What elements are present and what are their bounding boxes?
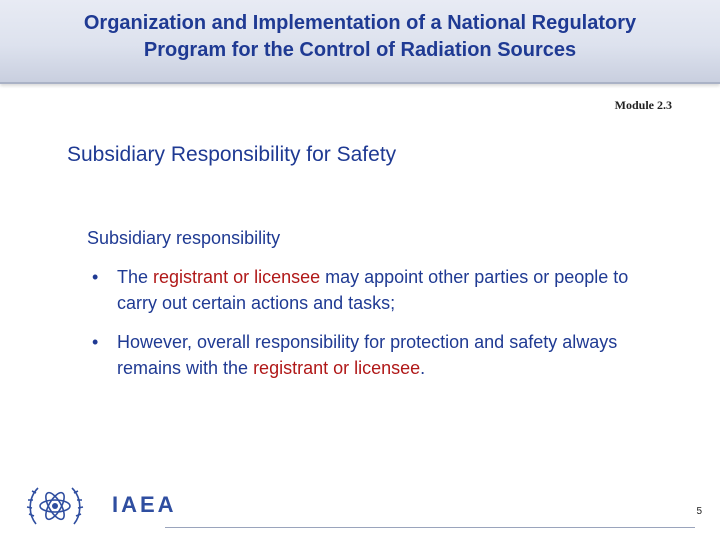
bullet-text-after: may appoint other parties or people to carry out certain actions and tasks; <box>117 267 629 313</box>
logo-text: IAEA <box>112 492 177 517</box>
footer-divider <box>165 527 695 528</box>
bullet-text-before: The <box>117 267 154 287</box>
module-label: Module 2.3 <box>614 98 672 112</box>
slide-content <box>87 226 667 394</box>
page-number: 5 <box>696 506 702 517</box>
bullet-mark: • <box>92 267 99 287</box>
header-band <box>0 0 720 84</box>
bullet-text-before: However, overall responsibility for protection and safety always remains with the <box>117 332 618 378</box>
bullet-mark: • <box>92 332 99 352</box>
bullet-item <box>87 264 667 316</box>
bullet-highlight: registrant or licensee <box>153 267 321 287</box>
bullet-text-after: . <box>420 358 426 378</box>
bullet-text <box>117 267 628 313</box>
slide-title: Subsidiary Responsibility for Safety <box>67 143 397 166</box>
bullet-highlight: registrant or licensee <box>253 358 421 378</box>
deck-title: Organization and Implementation of a National Regulatory Program for the Control of Radiation Sources <box>83 12 637 61</box>
bullet-text <box>117 332 617 378</box>
subheading: Subsidiary responsibility <box>87 228 281 248</box>
bullet-list <box>87 264 667 381</box>
iaea-atom-olive-emblem-icon <box>26 480 84 532</box>
bullet-item <box>87 329 667 381</box>
iaea-logo <box>26 480 177 532</box>
